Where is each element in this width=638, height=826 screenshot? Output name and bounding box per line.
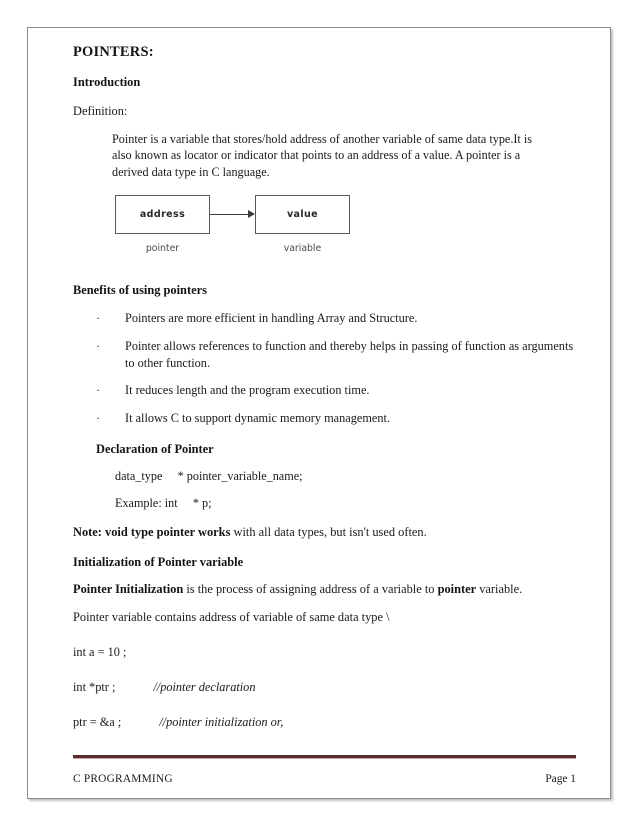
- list-item-text: It reduces length and the program execution time.: [125, 383, 370, 398]
- section-heading-introduction: Introduction: [73, 75, 141, 89]
- initialization-bold-1: Pointer Initialization: [73, 581, 184, 596]
- list-item: [73, 310, 576, 327]
- code-comment: //pointer declaration: [153, 680, 256, 695]
- code-line-declare-int: int a = 10 ;: [73, 645, 127, 660]
- initialization-end: variable.: [476, 581, 523, 596]
- list-item: [73, 382, 576, 399]
- list-item-text: Pointers are more efficient in handling Array and Structure.: [125, 310, 418, 325]
- initialization-contains-line: Pointer variable contains address of variable of same data type \: [73, 609, 390, 624]
- page-title: POINTERS:: [73, 44, 154, 60]
- list-item: [73, 410, 576, 427]
- definition-label: Definition:: [73, 104, 128, 118]
- code-line-pointer-initialization: [73, 715, 576, 730]
- diagram-caption-pointer: pointer: [145, 242, 180, 254]
- page-footer: [73, 773, 576, 785]
- declaration-example: Example: int * p;: [115, 496, 212, 511]
- code-text: ptr = &a ;: [73, 715, 122, 730]
- section-heading-initialization: Initialization of Pointer variable: [73, 554, 244, 569]
- list-item-text: Pointer allows references to function and thereby helps in passing of function as arguments to other function.: [125, 338, 574, 370]
- initialization-mid: is the process of assigning address of a variable to: [183, 581, 438, 596]
- list-item-text: It allows C to support dynamic memory management.: [125, 411, 391, 426]
- benefits-list: [73, 310, 576, 427]
- code-line-pointer-declaration: [73, 680, 576, 695]
- note-line: [73, 524, 576, 541]
- arrow-right-icon: [248, 210, 255, 218]
- initialization-bold-2: pointer: [437, 581, 477, 596]
- document-page: [27, 27, 611, 799]
- definition-text: Pointer is a variable that stores/hold address of another variable of same data type.It is also known as locator or indicator that points to an address of a value. A pointer is a derived data type in C language.: [112, 131, 532, 180]
- bullet-icon: ·: [96, 411, 100, 426]
- footer-page-number: Page 1: [545, 773, 576, 785]
- arrow-line: [210, 214, 250, 215]
- diagram-caption-variable: variable: [283, 242, 322, 254]
- footer-left-text: C PROGRAMMING: [73, 773, 173, 785]
- list-item: [73, 338, 576, 372]
- footer-divider: [73, 755, 576, 759]
- page-content: [73, 28, 576, 798]
- bullet-icon: ·: [96, 310, 100, 325]
- initialization-sentence: [73, 581, 576, 598]
- pointer-variable-diagram: [115, 195, 576, 269]
- diagram-box-value: value: [255, 195, 350, 234]
- section-heading-declaration: Declaration of Pointer: [96, 442, 214, 457]
- note-rest: with all data types, but isn't used often.: [230, 525, 427, 540]
- bullet-icon: ·: [96, 383, 100, 398]
- note-bold: Note: void type pointer works: [73, 525, 231, 540]
- code-text: int *ptr ;: [73, 680, 116, 695]
- bullet-icon: ·: [96, 338, 100, 353]
- code-comment: //pointer initialization or,: [159, 715, 284, 730]
- diagram-box-address: address: [115, 195, 210, 234]
- declaration-syntax: data_type * pointer_variable_name;: [115, 469, 303, 484]
- section-heading-benefits: Benefits of using pointers: [73, 282, 207, 297]
